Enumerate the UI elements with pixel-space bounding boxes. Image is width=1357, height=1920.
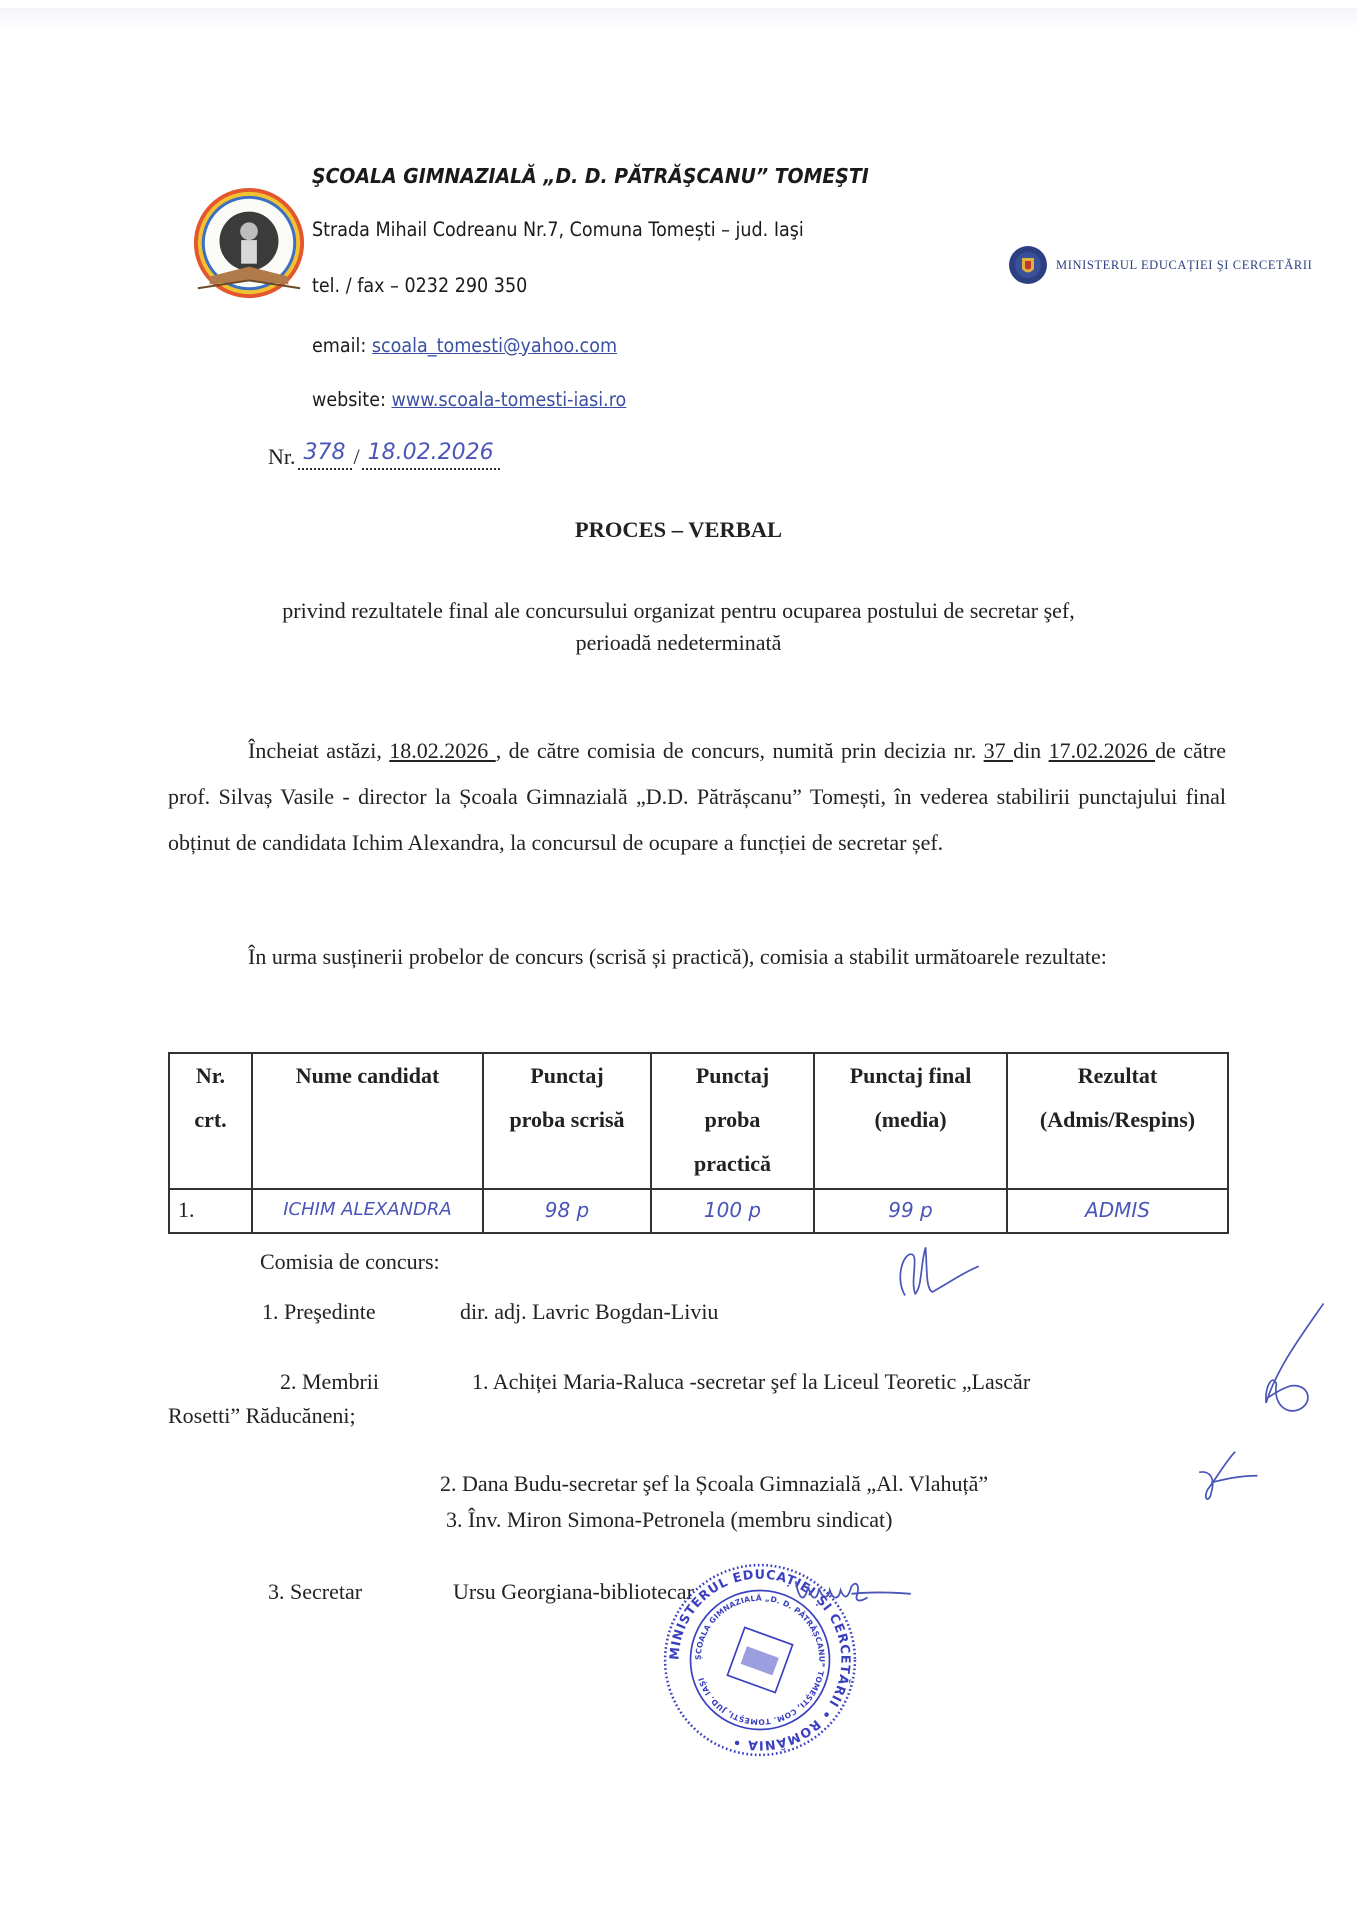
col-header-practical: Punctaj proba practică <box>651 1053 814 1189</box>
email-link[interactable]: scoala_tomesti@yahoo.com <box>371 334 618 357</box>
registration-number <box>268 440 502 470</box>
table-row <box>169 1189 1228 1233</box>
email-label: email: <box>312 334 372 357</box>
col-header-nr: Nr. crt. <box>169 1053 252 1189</box>
member-1-line2: Rosetti” Răducăneni; <box>168 1403 356 1428</box>
scan-edge <box>0 8 1357 30</box>
registration-number-value: 378 <box>298 440 352 470</box>
intro-paragraph <box>168 728 1226 866</box>
registration-separator: / <box>353 444 360 469</box>
cell-final-score: 99 p <box>814 1189 1007 1233</box>
commission-heading: Comisia de concurs: <box>260 1249 440 1274</box>
ministry-name: MINISTERUL EDUCAȚIEI ŞI CERCETĂRII <box>1056 257 1313 272</box>
stamp-inner-text: ȘCOALA GIMNAZIALĂ „D. D. PĂTRĂȘCANU” TOMEȘTI, COM. TOMEȘTI, JUD. IAȘI <box>693 1593 827 1727</box>
member-1-signature-icon <box>1240 1300 1330 1420</box>
school-website-row <box>312 388 626 411</box>
ministry-header <box>1008 245 1312 285</box>
secretary-label: 3. Secretar <box>268 1579 363 1604</box>
document-title: PROCES – VERBAL <box>574 517 783 542</box>
member-2: 2. Dana Budu-secretar şef la Școala Gimnazială „Al. Vlahuță” <box>440 1471 989 1496</box>
decision-number: 37 <box>983 738 1014 763</box>
coat-of-arms-icon <box>1008 245 1048 285</box>
document-subtitle-line2: perioadă nedeterminată <box>575 630 782 655</box>
para1-text-2: , de către comisia de concurs, numită prin decizia nr. <box>495 738 984 763</box>
members-label: 2. Membrii <box>280 1369 379 1394</box>
school-phone: tel. / fax – 0232 290 350 <box>312 274 528 297</box>
col-header-result: Rezultat (Admis/Respins) <box>1007 1053 1228 1189</box>
para1-text-3: din <box>1013 738 1049 763</box>
para1-text-4: de către prof. Silvaș Vasile - director la Școala Gimnazială „D.D. Pătrășcanu” Tomești, în vederea stabilirii punctajului final obținut de candidata Ichim Alexandra, la concursul de ocupare a funcției de secretar șef. <box>168 738 1226 855</box>
president-label: 1. Preşedinte <box>262 1299 376 1324</box>
website-label: website: <box>312 388 392 411</box>
cell-written-score: 98 p <box>483 1189 651 1233</box>
secretary-signature-icon <box>790 1574 920 1610</box>
cell-nr: 1. <box>169 1189 252 1233</box>
school-email-row <box>312 334 617 357</box>
table-header-row <box>169 1053 1228 1189</box>
stamp-outer-text: MINISTERUL EDUCAȚIEI ȘI CERCETĂRII • ROMÂNIA • <box>666 1566 854 1754</box>
results-table <box>168 1052 1229 1234</box>
meeting-date: 18.02.2026 <box>389 738 496 763</box>
document-subtitle-line1: privind rezultatele final ale concursului organizat pentru ocuparea postului de secretar şef, <box>282 598 1075 623</box>
registration-label: Nr. <box>268 444 296 469</box>
para1-text-1: Încheiat astăzi, <box>248 738 390 763</box>
decision-date: 17.02.2026 <box>1048 738 1156 763</box>
para2-text: În urma susținerii probelor de concurs (scrisă și practică), comisia a stabilit următoarele rezultate: <box>248 944 1107 969</box>
cell-candidate-name: ICHIM ALEXANDRA <box>252 1189 483 1233</box>
cell-practical-score: 100 p <box>651 1189 814 1233</box>
results-intro-paragraph <box>168 934 1226 980</box>
member-1-line1: 1. Achiței Maria-Raluca -secretar şef la Liceul Teoretic „Lascăr <box>472 1369 1031 1394</box>
member-2-signature-icon <box>1190 1450 1270 1510</box>
president-signature-icon <box>880 1244 990 1304</box>
col-header-name: Nume candidat <box>252 1053 483 1189</box>
school-crest-logo-icon <box>190 186 308 304</box>
school-name: ŞCOALA GIMNAZIALĂ „D. D. PĂTRĂŞCANU” TOMEŞTI <box>312 164 869 188</box>
member-3: 3. Înv. Miron Simona-Petronela (membru sindicat) <box>446 1507 893 1532</box>
secretary-name: Ursu Georgiana-bibliotecar <box>453 1579 694 1604</box>
col-header-final: Punctaj final (media) <box>814 1053 1007 1189</box>
registration-date-value: 18.02.2026 <box>362 440 500 470</box>
website-link[interactable]: www.scoala-tomesti-iasi.ro <box>391 388 627 411</box>
school-address: Strada Mihail Codreanu Nr.7, Comuna Tomești – jud. Iaşi <box>312 218 804 241</box>
cell-result: ADMIS <box>1007 1189 1228 1233</box>
col-header-written: Punctaj proba scrisă <box>483 1053 651 1189</box>
president-name: dir. adj. Lavric Bogdan-Liviu <box>460 1299 719 1324</box>
